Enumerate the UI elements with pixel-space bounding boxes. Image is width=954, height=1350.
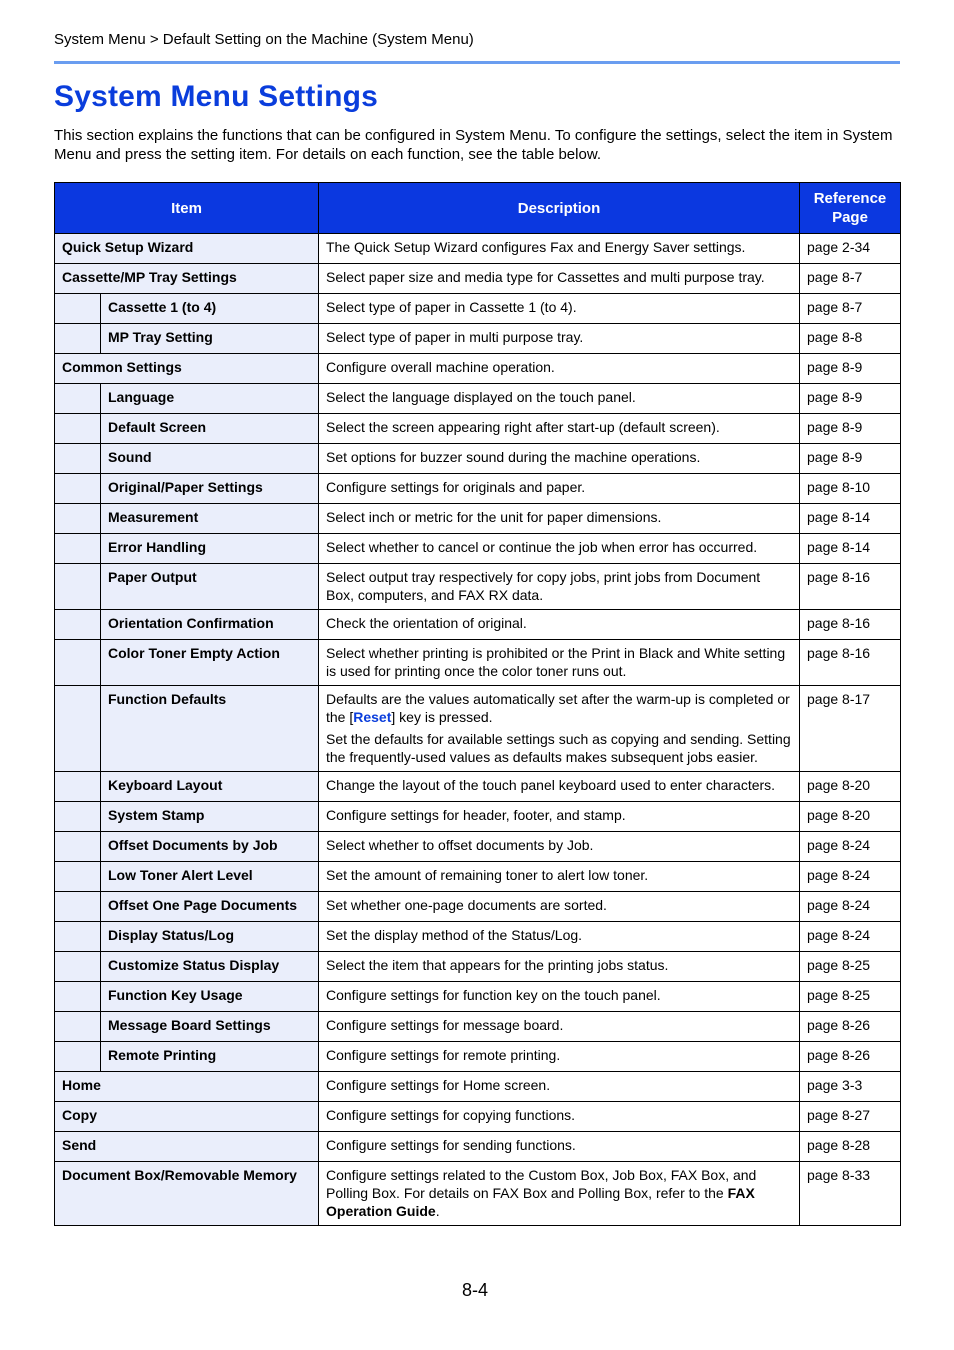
header-divider	[54, 61, 900, 64]
reference-page-cell: page 8-16	[800, 640, 901, 686]
sub-item-cell: Color Toner Empty Action	[101, 640, 319, 686]
item-cell: Send	[55, 1132, 319, 1162]
item-cell: Quick Setup Wizard	[55, 234, 319, 264]
description-text-part: Defaults are the values automatically set after the warm-up is completed or the [	[326, 691, 790, 725]
table-row-sub	[55, 1012, 901, 1042]
indent-cell	[55, 1042, 101, 1072]
sub-item-cell: Sound	[101, 444, 319, 474]
description-cell: Configure settings for originals and paper.	[319, 474, 800, 504]
table-row	[55, 1132, 901, 1162]
table-row	[55, 234, 901, 264]
indent-cell	[55, 686, 101, 772]
description-text-part: Configure settings related to the Custom Box, Job Box, FAX Box, and Polling Box. For details on FAX Box and Polling Box, refer to the	[326, 1167, 757, 1201]
indent-cell	[55, 892, 101, 922]
description-cell: Select type of paper in Cassette 1 (to 4).	[319, 294, 800, 324]
reference-page-cell: page 8-14	[800, 534, 901, 564]
table-row	[55, 264, 901, 294]
indent-cell	[55, 922, 101, 952]
sub-item-cell: Offset One Page Documents	[101, 892, 319, 922]
reference-page-cell: page 8-10	[800, 474, 901, 504]
settings-table	[54, 182, 901, 1226]
reference-page-cell: page 8-7	[800, 264, 901, 294]
indent-cell	[55, 610, 101, 640]
table-row-sub	[55, 534, 901, 564]
reference-page-cell: page 8-24	[800, 922, 901, 952]
table-row	[55, 354, 901, 384]
table-row-sub	[55, 610, 901, 640]
reference-page-cell: page 3-3	[800, 1072, 901, 1102]
description-cell: Set the amount of remaining toner to alert low toner.	[319, 862, 800, 892]
description-cell	[319, 686, 800, 772]
sub-item-cell: Display Status/Log	[101, 922, 319, 952]
table-row-sub	[55, 504, 901, 534]
indent-cell	[55, 384, 101, 414]
description-cell: Configure settings for sending functions.	[319, 1132, 800, 1162]
reference-page-cell: page 8-25	[800, 952, 901, 982]
description-cell: Select paper size and media type for Cassettes and multi purpose tray.	[319, 264, 800, 294]
breadcrumb: System Menu > Default Setting on the Machine (System Menu)	[54, 31, 474, 48]
description-cell: Select the item that appears for the printing jobs status.	[319, 952, 800, 982]
sub-item-cell: Original/Paper Settings	[101, 474, 319, 504]
table-row-sub	[55, 686, 901, 772]
sub-item-cell: Paper Output	[101, 564, 319, 610]
description-cell: Configure overall machine operation.	[319, 354, 800, 384]
page-number: 8-4	[462, 1280, 489, 1300]
description-cell: The Quick Setup Wizard configures Fax and Energy Saver settings.	[319, 234, 800, 264]
sub-item-cell: Message Board Settings	[101, 1012, 319, 1042]
sub-item-cell: Orientation Confirmation	[101, 610, 319, 640]
description-cell: Select inch or metric for the unit for paper dimensions.	[319, 504, 800, 534]
indent-cell	[55, 504, 101, 534]
table-row-sub	[55, 952, 901, 982]
indent-cell	[55, 832, 101, 862]
indent-cell	[55, 564, 101, 610]
reference-page-cell: page 8-20	[800, 772, 901, 802]
table-row	[55, 1162, 901, 1226]
table-row-sub	[55, 444, 901, 474]
table-row-sub	[55, 324, 901, 354]
table-row-sub	[55, 922, 901, 952]
item-cell: Home	[55, 1072, 319, 1102]
indent-cell	[55, 772, 101, 802]
sub-item-cell: Error Handling	[101, 534, 319, 564]
reference-page-cell: page 8-26	[800, 1012, 901, 1042]
reference-page-cell: page 8-9	[800, 384, 901, 414]
item-cell: Copy	[55, 1102, 319, 1132]
page-title: System Menu Settings	[54, 80, 379, 113]
table-row-sub	[55, 802, 901, 832]
table-row-sub	[55, 1042, 901, 1072]
table-row	[55, 1072, 901, 1102]
sub-item-cell: Function Key Usage	[101, 982, 319, 1012]
table-row-sub	[55, 832, 901, 862]
description-cell: Select type of paper in multi purpose tray.	[319, 324, 800, 354]
indent-cell	[55, 444, 101, 474]
sub-item-cell: MP Tray Setting	[101, 324, 319, 354]
reference-page-cell: page 8-33	[800, 1162, 901, 1226]
reference-page-cell: page 8-9	[800, 354, 901, 384]
table-row-sub	[55, 640, 901, 686]
description-cell: Configure settings for Home screen.	[319, 1072, 800, 1102]
description-text	[326, 1166, 792, 1220]
item-cell: Document Box/Removable Memory	[55, 1162, 319, 1226]
reference-page-cell: page 8-7	[800, 294, 901, 324]
indent-cell	[55, 1012, 101, 1042]
item-cell: Cassette/MP Tray Settings	[55, 264, 319, 294]
reference-page-cell: page 8-17	[800, 686, 901, 772]
table-body	[55, 234, 901, 1226]
description-cell: Set whether one-page documents are sorted.	[319, 892, 800, 922]
reference-page-cell: page 8-24	[800, 892, 901, 922]
table-row-sub	[55, 982, 901, 1012]
indent-cell	[55, 802, 101, 832]
indent-cell	[55, 414, 101, 444]
description-text-part: ] key is pressed.	[391, 709, 493, 725]
sub-item-cell: Keyboard Layout	[101, 772, 319, 802]
header-item: Item	[55, 183, 319, 234]
sub-item-cell: System Stamp	[101, 802, 319, 832]
sub-item-cell: Function Defaults	[101, 686, 319, 772]
sub-item-cell: Measurement	[101, 504, 319, 534]
reference-page-cell: page 8-9	[800, 414, 901, 444]
reference-page-cell: page 8-25	[800, 982, 901, 1012]
indent-cell	[55, 534, 101, 564]
description-cell: Set options for buzzer sound during the machine operations.	[319, 444, 800, 474]
description-cell: Select whether to cancel or continue the job when error has occurred.	[319, 534, 800, 564]
indent-cell	[55, 474, 101, 504]
reference-page-cell: page 8-24	[800, 832, 901, 862]
table-row-sub	[55, 414, 901, 444]
table-row-sub	[55, 474, 901, 504]
description-cell: Set the display method of the Status/Log.	[319, 922, 800, 952]
description-text-second: Set the defaults for available settings such as copying and sending. Setting the frequently-used values as defaults makes subsequent jobs easier.	[326, 731, 791, 765]
description-cell: Select whether printing is prohibited or the Print in Black and White setting is used for printing once the color toner runs out.	[319, 640, 800, 686]
reference-page-cell: page 8-16	[800, 610, 901, 640]
reference-page-cell: page 8-8	[800, 324, 901, 354]
reference-page-cell: page 8-24	[800, 862, 901, 892]
table-row-sub	[55, 772, 901, 802]
sub-item-cell: Low Toner Alert Level	[101, 862, 319, 892]
table-row-sub	[55, 384, 901, 414]
reference-page-cell: page 2-34	[800, 234, 901, 264]
description-cell: Configure settings for message board.	[319, 1012, 800, 1042]
description-cell	[319, 1162, 800, 1226]
indent-cell	[55, 640, 101, 686]
description-cell: Change the layout of the touch panel keyboard used to enter characters.	[319, 772, 800, 802]
sub-item-cell: Offset Documents by Job	[101, 832, 319, 862]
description-cell: Select the screen appearing right after start-up (default screen).	[319, 414, 800, 444]
indent-cell	[55, 952, 101, 982]
description-cell: Select the language displayed on the touch panel.	[319, 384, 800, 414]
description-cell: Select output tray respectively for copy jobs, print jobs from Document Box, computers, and FAX RX data.	[319, 564, 800, 610]
reference-page-cell: page 8-16	[800, 564, 901, 610]
sub-item-cell: Remote Printing	[101, 1042, 319, 1072]
description-cell: Select whether to offset documents by Job.	[319, 832, 800, 862]
table-row-sub	[55, 892, 901, 922]
table-row-sub	[55, 294, 901, 324]
indent-cell	[55, 982, 101, 1012]
item-cell: Common Settings	[55, 354, 319, 384]
reference-page-cell: page 8-27	[800, 1102, 901, 1132]
sub-item-cell: Language	[101, 384, 319, 414]
sub-item-cell: Customize Status Display	[101, 952, 319, 982]
table-row-sub	[55, 862, 901, 892]
description-text	[326, 690, 792, 726]
reference-page-cell: page 8-9	[800, 444, 901, 474]
header-description: Description	[319, 183, 800, 234]
description-text-part: .	[435, 1203, 440, 1219]
reference-page-cell: page 8-14	[800, 504, 901, 534]
reset-key-label: Reset	[353, 709, 392, 725]
reference-page-cell: page 8-28	[800, 1132, 901, 1162]
table-row	[55, 1102, 901, 1132]
description-cell: Configure settings for header, footer, and stamp.	[319, 802, 800, 832]
header-reference-page: Reference Page	[800, 183, 901, 234]
description-cell: Configure settings for copying functions.	[319, 1102, 800, 1132]
description-cell: Configure settings for function key on the touch panel.	[319, 982, 800, 1012]
reference-page-cell: page 8-26	[800, 1042, 901, 1072]
description-cell: Check the orientation of original.	[319, 610, 800, 640]
indent-cell	[55, 294, 101, 324]
sub-item-cell: Default Screen	[101, 414, 319, 444]
intro-paragraph: This section explains the functions that can be configured in System Menu. To configure the settings, select the item in System Menu and press the setting item. For details on each function, see the table below.	[54, 127, 893, 163]
guide-reference: FAX Operation Guide	[326, 1185, 755, 1219]
sub-item-cell: Cassette 1 (to 4)	[101, 294, 319, 324]
indent-cell	[55, 862, 101, 892]
description-cell: Configure settings for remote printing.	[319, 1042, 800, 1072]
reference-page-cell: page 8-20	[800, 802, 901, 832]
indent-cell	[55, 324, 101, 354]
table-header-row	[55, 183, 901, 234]
table-row-sub	[55, 564, 901, 610]
